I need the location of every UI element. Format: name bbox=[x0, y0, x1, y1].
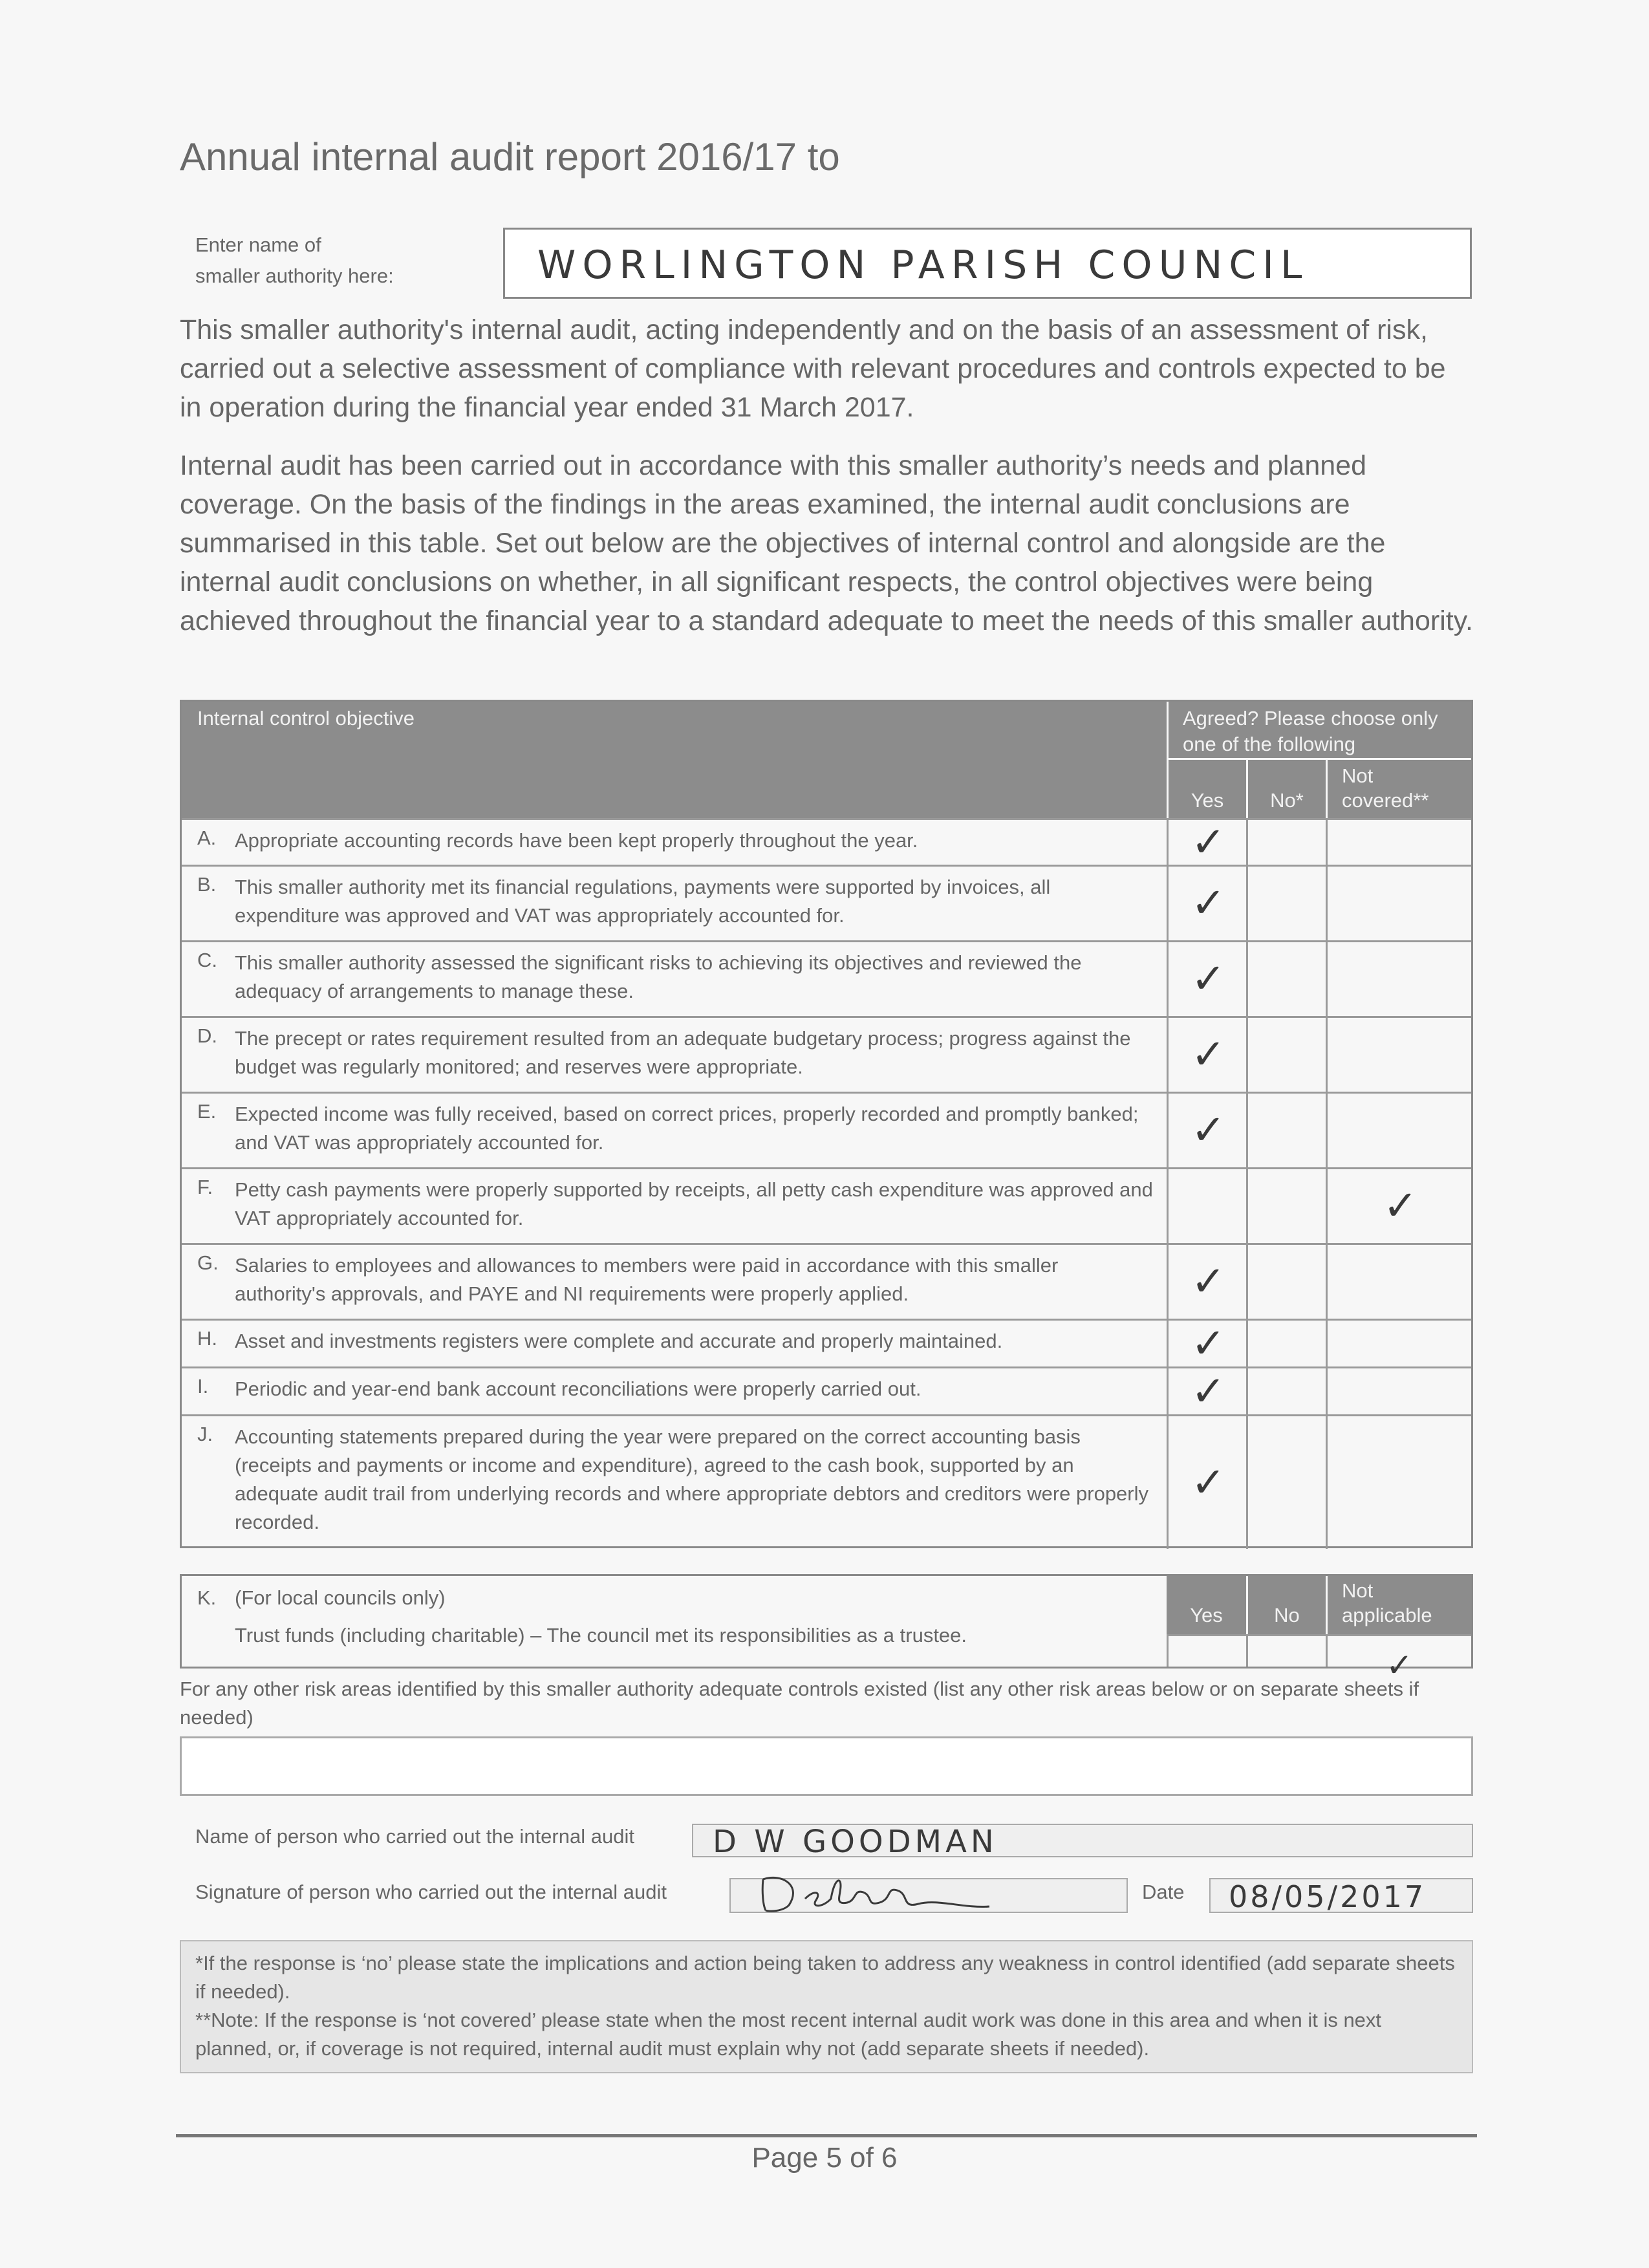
intro-paragraph-1: This smaller authority's internal audit, acting independently and on the basis of an assessment of risk, carried out a selective assessment of compliance with relevant procedures and controls expected to be in operation during the financial year ended 31 March 2017. bbox=[180, 314, 1446, 423]
row-yes-cell[interactable] bbox=[1167, 867, 1248, 940]
k-no-cell[interactable] bbox=[1246, 1634, 1326, 1667]
tick-mark: ✓ bbox=[1191, 818, 1226, 867]
signature-label: Signature of person who carried out the internal audit bbox=[195, 1881, 667, 1903]
row-no-cell[interactable] bbox=[1246, 1321, 1328, 1366]
row-yes-cell[interactable] bbox=[1167, 1018, 1248, 1092]
row-objective-text: This smaller authority met its financial regulations, payments were supported by invoices, all expenditure was approved and VAT was appropriately accounted for. bbox=[235, 876, 1051, 927]
row-letter: G. bbox=[197, 1251, 219, 1274]
k-letter: K. bbox=[197, 1586, 217, 1609]
tick-mark: ✓ bbox=[1191, 880, 1226, 927]
row-letter: B. bbox=[197, 873, 217, 896]
row-letter: H. bbox=[197, 1327, 217, 1350]
row-not-covered-cell[interactable] bbox=[1326, 820, 1473, 865]
tick-mark: ✓ bbox=[1191, 1367, 1226, 1416]
row-letter: C. bbox=[197, 949, 217, 971]
note-not-covered: **Note: If the response is ‘not covered’ please state when the most recent internal audit work was done in this area and when it is next planned, or, if coverage is not required, internal audit must explain why not (add separate sheets if needed). bbox=[195, 2009, 1382, 2060]
row-letter: J. bbox=[197, 1423, 213, 1445]
authority-label bbox=[195, 230, 394, 292]
row-no-cell[interactable] bbox=[1246, 1169, 1328, 1243]
header-no: No* bbox=[1248, 760, 1326, 818]
header-yes: Yes bbox=[1169, 760, 1246, 818]
row-objective-text: This smaller authority assessed the significant risks to achieving its objectives and reviewed the adequacy of arrangements to manage these. bbox=[235, 951, 1082, 1002]
header-agreed: Agreed? Please choose only one of the following bbox=[1169, 702, 1471, 758]
row-objective-text: Asset and investments registers were complete and accurate and properly maintained. bbox=[235, 1330, 1003, 1352]
row-no-cell[interactable] bbox=[1246, 867, 1328, 940]
row-no-cell[interactable] bbox=[1246, 1368, 1328, 1414]
row-no-cell[interactable] bbox=[1246, 1094, 1328, 1167]
k-not-applicable-cell[interactable] bbox=[1326, 1634, 1471, 1684]
k-line1: (For local councils only) bbox=[235, 1586, 446, 1609]
table-row bbox=[182, 1366, 1471, 1414]
table-row bbox=[182, 1414, 1471, 1549]
row-yes-cell[interactable] bbox=[1167, 1321, 1248, 1366]
tick-mark: ✓ bbox=[1191, 1458, 1226, 1507]
table-row bbox=[182, 1319, 1471, 1366]
k-header-no: No bbox=[1248, 1576, 1326, 1634]
note-no: *If the response is ‘no’ please state the implications and action being taken to address any weakness in control identified (add separate sheets if needed). bbox=[195, 1952, 1455, 2003]
table-row bbox=[182, 1167, 1471, 1243]
row-not-covered-cell[interactable] bbox=[1326, 1368, 1473, 1414]
authority-name-value: WORLINGTON PARISH COUNCIL bbox=[537, 243, 1309, 288]
notes-box bbox=[180, 1940, 1473, 2073]
row-yes-cell[interactable] bbox=[1167, 820, 1248, 865]
auditor-name-label: Name of person who carried out the internal audit bbox=[195, 1825, 634, 1848]
date-label: Date bbox=[1142, 1881, 1185, 1903]
header-objective: Internal control objective bbox=[182, 702, 1167, 818]
row-letter: E. bbox=[197, 1100, 217, 1123]
page-number: Page 5 of 6 bbox=[751, 2142, 898, 2174]
row-yes-cell[interactable] bbox=[1167, 1368, 1248, 1414]
row-objective-text: Accounting statements prepared during the year were prepared on the correct accounting basis (receipts and payments or income and expenditure), agreed to the cash book, supported by an adequate audit trail from underlying records and where appropriate debtors and creditors were properly recorded. bbox=[235, 1425, 1149, 1533]
tick-mark: ✓ bbox=[1191, 1258, 1226, 1306]
tick-mark: ✓ bbox=[1191, 1031, 1226, 1079]
table-row bbox=[182, 1016, 1471, 1092]
header-not-covered: Not covered** bbox=[1328, 760, 1471, 818]
row-not-covered-cell[interactable] bbox=[1326, 867, 1473, 940]
other-risk-field[interactable] bbox=[180, 1736, 1473, 1796]
row-not-covered-cell[interactable] bbox=[1326, 1169, 1473, 1243]
table-row bbox=[182, 1092, 1471, 1167]
k-header-yes: Yes bbox=[1167, 1576, 1246, 1634]
row-yes-cell[interactable] bbox=[1167, 1416, 1248, 1549]
intro-paragraph-2: Internal audit has been carried out in accordance with this smaller authority’s needs and planned coverage. On the basis of the findings in the areas examined, the internal audit conclusions are summarised in this table. Set out below are the objectives of internal control and alongside are the internal audit conclusions on whether, in all significant respects, the control objectives were being achieved throughout the financial year to a standard adequate to meet the needs of this smaller authority. bbox=[180, 450, 1473, 636]
other-risk-instructions: For any other risk areas identified by this smaller authority adequate controls existed (list any other risk areas below or on separate sheets if needed) bbox=[180, 1678, 1419, 1729]
tick-mark: ✓ bbox=[1191, 1319, 1226, 1368]
row-objective-text: Salaries to employees and allowances to members were paid in accordance with this smaller authority's approvals, and PAYE and NI requirements were properly applied. bbox=[235, 1254, 1059, 1305]
control-objectives-table bbox=[180, 700, 1473, 1548]
row-not-covered-cell[interactable] bbox=[1326, 1416, 1473, 1549]
date-value: 08/05/2017 bbox=[1229, 1879, 1427, 1914]
auditor-name-value: D W GOODMAN bbox=[713, 1824, 998, 1860]
row-letter: F. bbox=[197, 1176, 213, 1198]
row-yes-cell[interactable] bbox=[1167, 1169, 1248, 1243]
authority-label-line1: Enter name of bbox=[195, 233, 321, 256]
auditor-name-field[interactable] bbox=[692, 1824, 1473, 1860]
row-no-cell[interactable] bbox=[1246, 942, 1328, 1016]
table-row bbox=[182, 1243, 1471, 1319]
row-letter: A. bbox=[197, 826, 217, 849]
row-no-cell[interactable] bbox=[1246, 1416, 1328, 1549]
row-objective-text: Petty cash payments were properly supported by receipts, all petty cash expenditure was approved and VAT appropriately accounted for. bbox=[235, 1178, 1153, 1229]
tick-mark: ✓ bbox=[1383, 1182, 1418, 1230]
k-tick-mark: ✓ bbox=[1386, 1647, 1413, 1684]
trust-funds-table bbox=[180, 1574, 1473, 1684]
authority-label-line2: smaller authority here: bbox=[195, 265, 394, 287]
authority-name-field[interactable] bbox=[503, 228, 1472, 299]
row-objective-text: Expected income was fully received, based on correct prices, properly recorded and promptly banked; and VAT was appropriately accounted for. bbox=[235, 1103, 1139, 1154]
row-yes-cell[interactable] bbox=[1167, 1094, 1248, 1167]
footer-divider bbox=[176, 2134, 1477, 2137]
row-objective-text: The precept or rates requirement resulted from an adequate budgetary process; progress against the budget was regularly monitored; and reserves were appropriate. bbox=[235, 1027, 1131, 1078]
row-yes-cell[interactable] bbox=[1167, 1245, 1248, 1319]
row-objective-text: Periodic and year-end bank account reconciliations were properly carried out. bbox=[235, 1377, 921, 1400]
row-letter: D. bbox=[197, 1024, 217, 1047]
table-row bbox=[182, 818, 1471, 865]
tick-mark: ✓ bbox=[1191, 955, 1226, 1003]
row-no-cell[interactable] bbox=[1246, 1245, 1328, 1319]
row-not-covered-cell[interactable] bbox=[1326, 1245, 1473, 1319]
row-yes-cell[interactable] bbox=[1167, 942, 1248, 1016]
k-header-not-applicable: Not applicable bbox=[1328, 1576, 1471, 1634]
table-row bbox=[182, 940, 1471, 1016]
row-not-covered-cell[interactable] bbox=[1326, 942, 1473, 1016]
table-row bbox=[182, 865, 1471, 940]
page-title: Annual internal audit report 2016/17 to bbox=[180, 135, 840, 178]
k-line2: Trust funds (including charitable) – The council met its responsibilities as a trustee. bbox=[235, 1624, 967, 1647]
row-not-covered-cell[interactable] bbox=[1326, 1094, 1473, 1167]
k-yes-cell[interactable] bbox=[1167, 1634, 1246, 1667]
row-no-cell[interactable] bbox=[1246, 1018, 1328, 1092]
signature-image bbox=[744, 1860, 1015, 1918]
row-no-cell[interactable] bbox=[1246, 820, 1328, 865]
row-objective-text: Appropriate accounting records have been kept properly throughout the year. bbox=[235, 829, 918, 852]
signature-field[interactable] bbox=[729, 1878, 1128, 1913]
row-letter: I. bbox=[197, 1375, 209, 1398]
row-not-covered-cell[interactable] bbox=[1326, 1321, 1473, 1366]
tick-mark: ✓ bbox=[1191, 1107, 1226, 1154]
date-field[interactable] bbox=[1209, 1878, 1473, 1913]
row-not-covered-cell[interactable] bbox=[1326, 1018, 1473, 1092]
